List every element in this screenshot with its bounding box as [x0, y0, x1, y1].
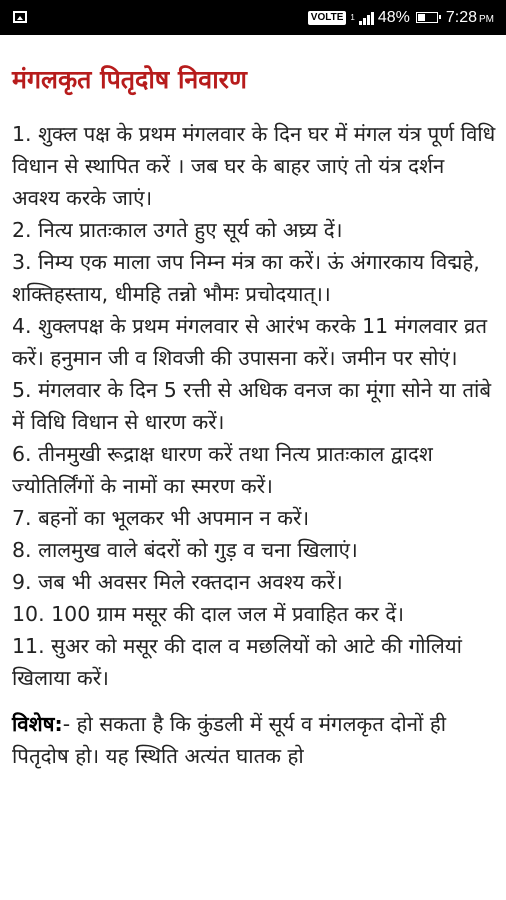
special-note	[12, 708, 498, 772]
remedy-item: 5. मंगलवार के दिन 5 रत्ती से अधिक वनज का मूंगा सोने या तांबे में विधि विधान से धारण करें।	[12, 378, 492, 434]
remedy-item: 4. शुक्लपक्ष के प्रथम मंगलवार से आरंभ करके 11 मंगलवार व्रत करें। हनुमान जी व शिवजी की उपासना करें। जमीन पर सोएं।	[12, 314, 488, 370]
clock-ampm: PM	[479, 13, 494, 25]
remedy-item: 8. लालमुख वाले बंदरों को गुड़ व चना खिलाएं।	[12, 538, 358, 562]
remedy-item: 10. 100 ग्राम मसूर की दाल जल में प्रवाहित कर दें।	[12, 602, 405, 626]
battery-icon	[416, 12, 438, 23]
remedy-item: 6. तीनमुखी रूद्राक्ष धारण करें तथा नित्य प्रातःकाल द्वादश ज्योतिर्लिंगों के नामों का स्मरण करें।	[12, 442, 433, 498]
sim-label: 1	[350, 13, 355, 22]
clock	[446, 9, 494, 27]
remedy-item: 11. सुअर को मसूर की दाल व मछलियों को आटे की गोलियां खिलाया करें।	[12, 634, 462, 690]
clock-time: 7:28	[445, 8, 477, 26]
gallery-icon	[13, 11, 27, 23]
remedy-item: 3. निम्य एक माला जप निम्न मंत्र का करें। ऊं अंगारकाय विद्महे, शक्तिहस्ताय, धीमहि तन्नो भौमः प्रचोदयात्।।	[12, 250, 480, 306]
special-note-label: विशेष:	[12, 712, 63, 736]
signal-icon	[359, 11, 374, 25]
article-content	[12, 35, 498, 772]
page-title: मंगलकृत पितृदोष निवारण	[12, 65, 247, 94]
remedy-list	[12, 118, 498, 694]
remedy-item: 9. जब भी अवसर मिले रक्तदान अवश्य करें।	[12, 570, 343, 594]
special-note-text: - हो सकता है कि कुंडली में सूर्य व मंगलकृत दोनों ही पितृदोष हो। यह स्थिति अत्यंत घातक हो	[12, 712, 447, 768]
status-bar	[0, 0, 506, 35]
volte-badge: VOLTE	[308, 11, 347, 25]
remedy-item: 1. शुक्ल पक्ष के प्रथम मंगलवार के दिन घर में मंगल यंत्र पूर्ण विधि विधान से स्थापित करें । जब घर के बाहर जाएं तो यंत्र दर्शन अवश्य करके जाएं।	[12, 122, 496, 210]
status-indicators	[308, 0, 494, 35]
remedy-item: 7. बहनों का भूलकर भी अपमान न करें।	[12, 506, 310, 530]
remedy-item: 2. नित्य प्रातःकाल उगते हुए सूर्य को अघ्र्य दें।	[12, 218, 343, 242]
battery-percent: 48%	[377, 8, 410, 26]
battery-fill	[418, 14, 426, 21]
